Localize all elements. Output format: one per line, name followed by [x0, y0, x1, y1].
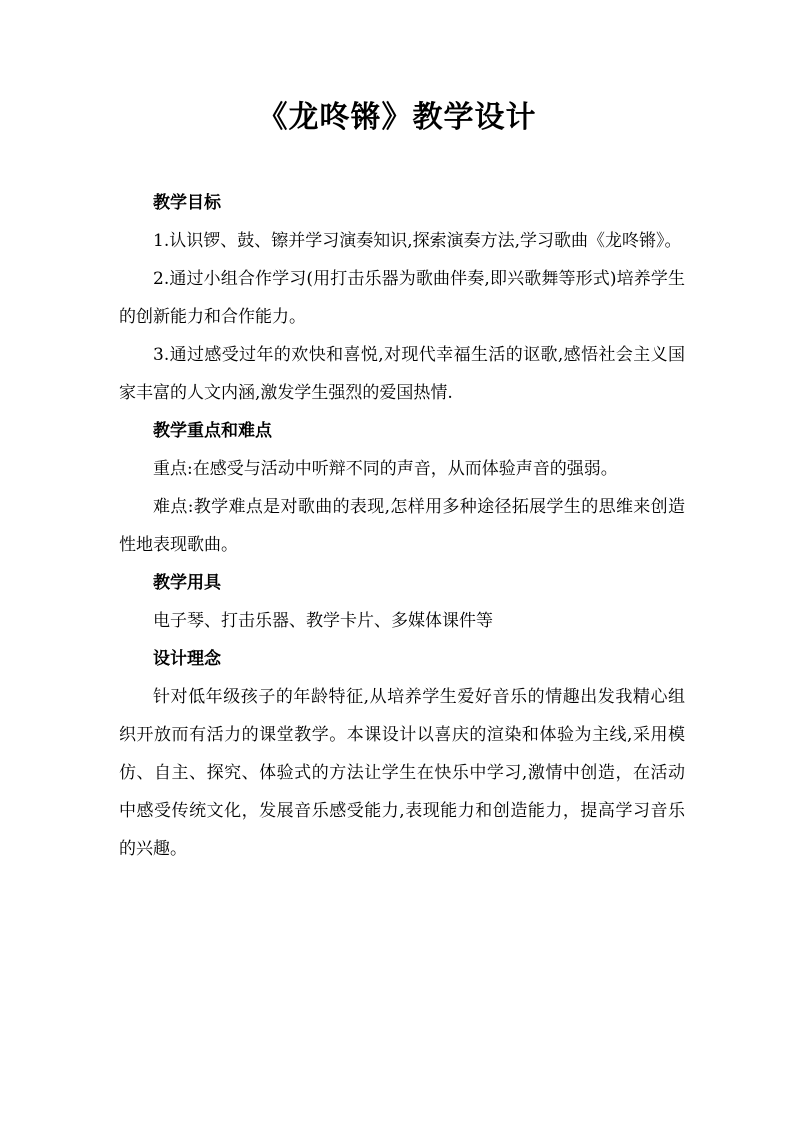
design-concept-paragraph: 针对低年级孩子的年龄特征,从培养学生爱好音乐的情趣出发我精心组织开放而有活力的课堂教学。本课设计以喜庆的渲染和体验为主线,采用模仿、自主、探究、体验式的方法让学生在快乐中学习,激情中创造，在活动中感受传统文化，发展音乐感受能力,表现能力和创造能力，提高学习音乐的兴趣。 [119, 687, 685, 859]
document-title: 《龙咚锵》教学设计 [257, 100, 537, 135]
objective-paragraph-2: 2.通过小组合作学习(用打击乐器为歌曲伴奏,即兴歌舞等形式)培养学生的创新能力和合作能力。 [119, 269, 685, 327]
objective-paragraph-1: 1.认识锣、鼓、镲并学习演奏知识,探索演奏方法,学习歌曲《龙咚锵》。 [153, 231, 682, 251]
document-body [119, 184, 685, 868]
section-heading-key-points: 教学重点和难点 [153, 421, 272, 441]
section-heading-objectives: 教学目标 [153, 193, 221, 213]
difficulty-paragraph: 难点:教学难点是对歌曲的表现,怎样用多种途径拓展学生的思维来创造性地表现歌曲。 [119, 497, 685, 555]
section-heading-tools: 教学用具 [153, 573, 221, 593]
section-heading-design-concept: 设计理念 [153, 649, 221, 669]
objective-paragraph-3: 3.通过感受过年的欢快和喜悦,对现代幸福生活的讴歌,感悟社会主义国家丰富的人文内涵,激发学生强烈的爱国热情. [119, 345, 685, 403]
key-point-paragraph: 重点:在感受与活动中听辩不同的声音，从而体验声音的强弱。 [153, 459, 618, 479]
tools-paragraph: 电子琴、打击乐器、教学卡片、多媒体课件等 [153, 611, 493, 631]
